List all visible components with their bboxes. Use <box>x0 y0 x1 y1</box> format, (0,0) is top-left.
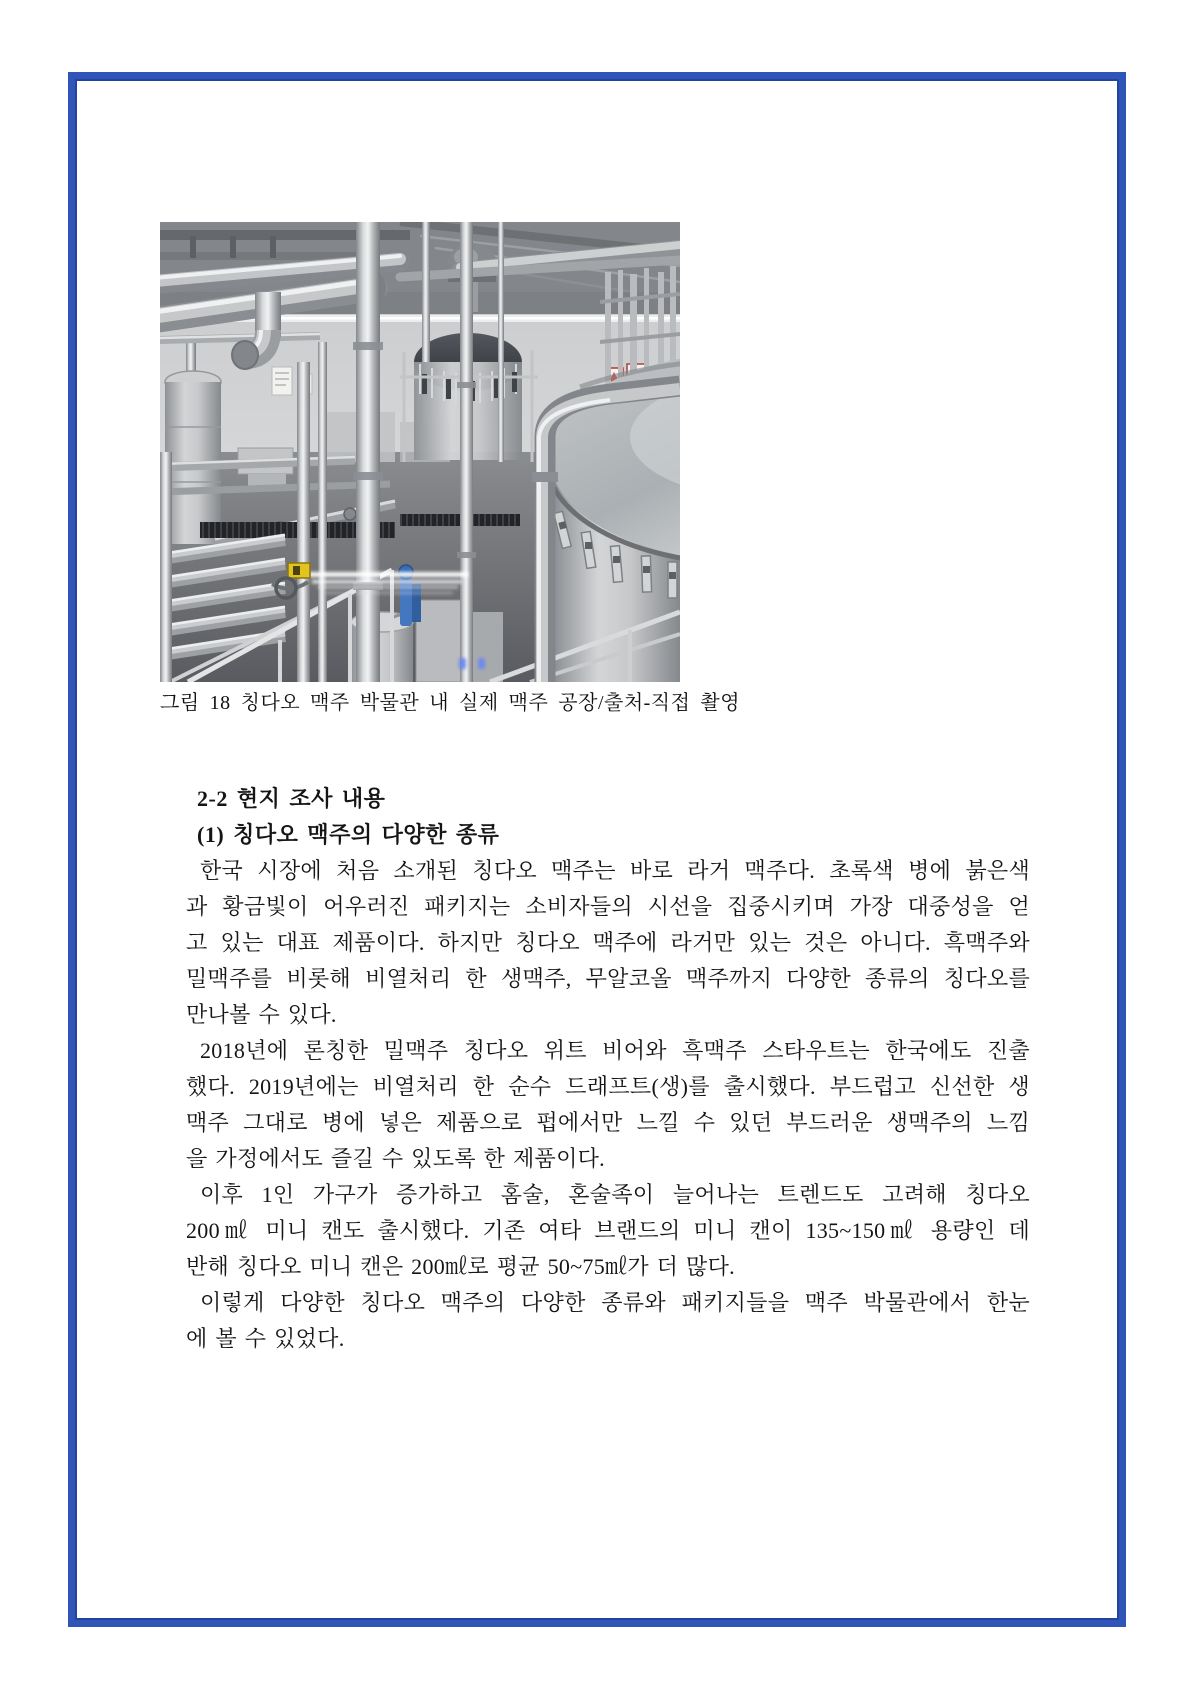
section-heading: 2-2 현지 조사 내용 <box>197 786 386 811</box>
text-line: 한국 시장에 처음 소개된 칭다오 맥주는 바로 라거 맥주다. 초록색 병에 붉은색 <box>200 858 1030 883</box>
text-line: 이후 1인 가구가 증가하고 홈술, 혼술족이 늘어나는 트렌드도 고려해 칭다오 <box>200 1182 1030 1207</box>
brewery-factory-photo <box>160 222 680 682</box>
text-line: 을 가정에서도 즐길 수 있도록 한 제품이다. <box>186 1146 605 1171</box>
text-line: 고 있는 대표 제품이다. 하지만 칭다오 맥주에 라거만 있는 것은 아니다. 흑맥주와 <box>186 930 1030 955</box>
text-line: 에 볼 수 있었다. <box>186 1326 345 1351</box>
text-line: 했다. 2019년에는 비열처리 한 순수 드래프트(생)를 출시했다. 부드럽고 신선한 생 <box>186 1074 1030 1099</box>
text-line: 200㎖ 미니 캔도 출시했다. 기존 여타 브랜드의 미니 캔이 135~150㎖ 용량인 데 <box>186 1218 1030 1243</box>
paragraph-3 <box>186 1177 1030 1285</box>
body-text <box>186 781 1030 1357</box>
text-line: 반해 칭다오 미니 캔은 200㎖로 평균 50~75㎖가 더 많다. <box>186 1254 735 1279</box>
subsection-heading: (1) 칭다오 맥주의 다양한 종류 <box>197 822 500 847</box>
text-line: 이렇게 다양한 칭다오 맥주의 다양한 종류와 패키지들을 맥주 박물관에서 한눈 <box>200 1290 1030 1315</box>
paragraph-1 <box>186 853 1030 1033</box>
paragraph-2 <box>186 1033 1030 1177</box>
text-line: 맥주 그대로 병에 넣은 제품으로 펍에서만 느낄 수 있던 부드러운 생맥주의 느낌 <box>186 1110 1030 1135</box>
text-line: 과 황금빛이 어우러진 패키지는 소비자들의 시선을 집중시키며 가장 대중성을 얻 <box>186 894 1030 919</box>
text-line: 밀맥주를 비롯해 비열처리 한 생맥주, 무알코올 맥주까지 다양한 종류의 칭다오를 <box>186 966 1030 991</box>
text-line: 2018년에 론칭한 밀맥주 칭다오 위트 비어와 흑맥주 스타우트는 한국에도 진출 <box>200 1038 1030 1063</box>
text-line: 만나볼 수 있다. <box>186 1002 337 1027</box>
paragraph-4 <box>186 1285 1030 1357</box>
figure-caption: 그림 18 칭다오 맥주 박물관 내 실제 맥주 공장/출처-직접 촬영 <box>160 692 741 714</box>
figure-block <box>160 222 741 717</box>
